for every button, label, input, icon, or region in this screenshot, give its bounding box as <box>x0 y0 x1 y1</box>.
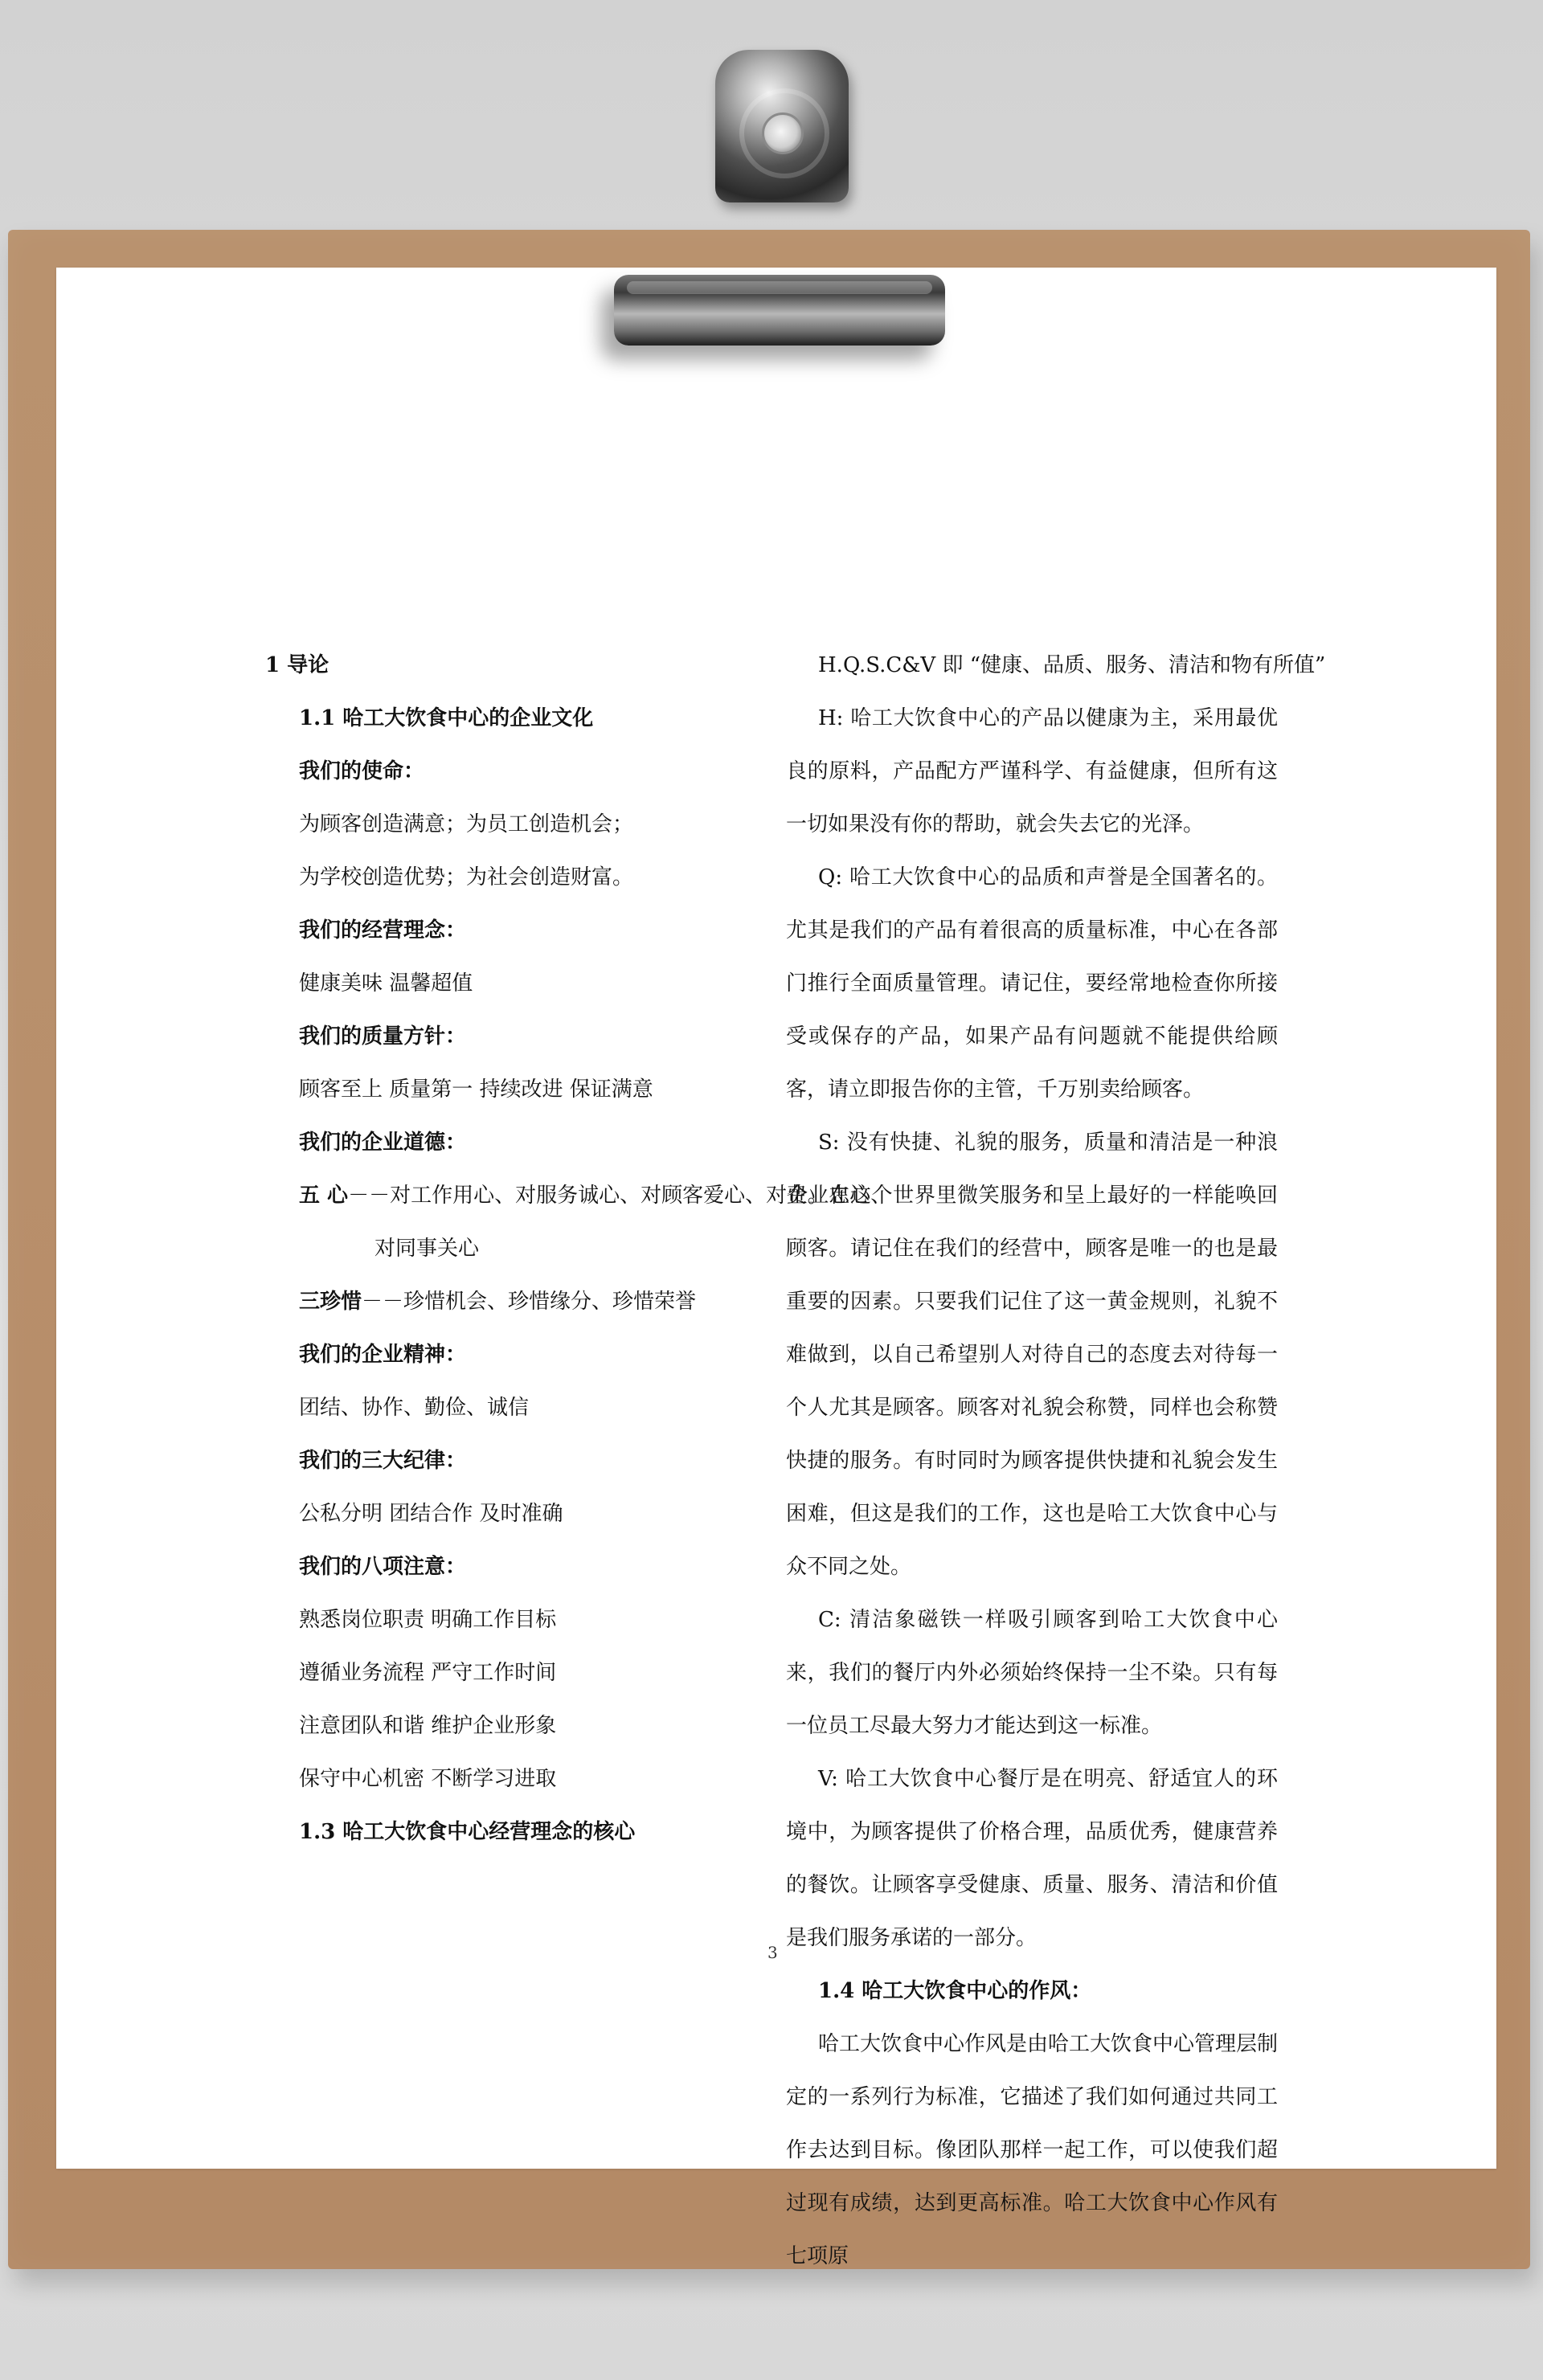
section-title: 1 导论 <box>265 653 329 677</box>
mission-heading: 我们的使命： <box>299 759 425 783</box>
quality-heading: 我们的质量方针： <box>299 1024 467 1049</box>
right-column <box>786 639 1326 2283</box>
ethics-heading: 我们的企业道德： <box>299 1131 467 1155</box>
three-cherish-line <box>265 1275 763 1328</box>
h-paragraph: H: 哈工大饮食中心的产品以健康为主，采用最优良的原料，产品配方严谨科学、有益健康，但所有这一切如果没有你的帮助，就会失去它的光泽。 <box>786 706 1278 836</box>
notice-line-1: 熟悉岗位职责 明确工作目标 <box>299 1608 557 1632</box>
five-heart-line <box>265 1169 892 1222</box>
clip-hole <box>762 112 804 154</box>
left-column <box>265 639 892 1859</box>
clip-sheen <box>627 281 932 294</box>
v-paragraph: V: 哈工大饮食中心餐厅是在明亮、舒适宜人的环境中，为顾客提供了价格合理，品质优秀，健康营养的餐饮。让顾客享受健康、质量、服务、清洁和价值是我们服务承诺的一部分。 <box>786 1767 1278 1950</box>
spirit-heading: 我们的企业精神： <box>299 1343 467 1367</box>
philosophy-heading: 我们的经营理念： <box>299 918 467 943</box>
s-paragraph: S: 没有快捷、礼貌的服务，质量和清洁是一种浪费。在这个世界里微笑服务和呈上最好的一样能唤回顾客。请记住在我们的经营中，顾客是唯一的也是最重要的因素。只要我们记住了这一黄金规则，礼貌不难做到，以自己希望别人对待自己的态度去对待每一个人尤其是顾客。顾客对礼貌会称赞，同样也会称赞快捷的服务。有时同时为顾客提供快捷和礼貌会发生困难，但这是我们的工作，这也是哈工大饮食中心与众不同之处。 <box>786 1131 1278 1579</box>
five-heart-label: 五 心 <box>299 1184 349 1208</box>
discipline-text: 公私分明 团结合作 及时准确 <box>299 1502 563 1526</box>
subsection-1-1: 1.1 哈工大饮食中心的企业文化 <box>299 706 594 730</box>
subsection-1-4: 1.4 哈工大饮食中心的作风： <box>818 1979 1092 2003</box>
notices-heading: 我们的八项注意： <box>299 1555 467 1579</box>
c-paragraph: C: 清洁象磁铁一样吸引顾客到哈工大饮食中心来，我们的餐厅内外必须始终保持一尘不染。只有每一位员工尽最大努力才能达到这一标准。 <box>786 1608 1278 1738</box>
three-cherish-text: －－珍惜机会、珍惜缘分、珍惜荣誉 <box>362 1290 697 1314</box>
style-paragraph: 哈工大饮食中心作风是由哈工大饮食中心管理层制定的一系列行为标准，它描述了我们如何通过共同工作去达到目标。像团队那样一起工作，可以使我们超过现有成绩，达到更高标准。哈工大饮食中心作风有七项原 <box>786 2032 1279 2268</box>
three-cherish-label: 三珍惜 <box>299 1290 362 1314</box>
five-heart-text: －－对工作用心、对服务诚心、对顾客爱心、对企业忠心、 <box>348 1184 892 1208</box>
mission-line-2: 为学校创造优势；为社会创造财富。 <box>299 865 634 889</box>
notice-line-4: 保守中心机密 不断学习进取 <box>299 1767 557 1791</box>
notice-line-3: 注意团队和谐 维护企业形象 <box>299 1714 557 1738</box>
subsection-1-3: 1.3 哈工大饮食中心经营理念的核心 <box>299 1820 636 1844</box>
notice-line-2: 遵循业务流程 严守工作时间 <box>299 1661 557 1685</box>
quality-text: 顾客至上 质量第一 持续改进 保证满意 <box>299 1078 653 1102</box>
philosophy-text: 健康美味 温馨超值 <box>299 971 473 996</box>
binder-clip-top <box>715 50 849 202</box>
five-heart-cont: 对同事关心 <box>374 1237 480 1261</box>
binder-clip-base <box>614 275 945 346</box>
discipline-heading: 我们的三大纪律： <box>299 1449 467 1473</box>
spirit-text: 团结、协作、勤俭、诚信 <box>299 1396 530 1420</box>
hqscv-intro: H.Q.S.C&V 即 “健康、品质、服务、清洁和物有所值” <box>818 653 1326 677</box>
page-number: 3 <box>767 1943 778 1962</box>
q-paragraph: Q: 哈工大饮食中心的品质和声誉是全国著名的。尤其是我们的产品有着很高的质量标准，中心在各部门推行全面质量管理。请记住，要经常地检查你所接受或保存的产品，如果产品有问题就不能提供给顾客，请立即报告你的主管，千万别卖给顾客。 <box>786 865 1278 1102</box>
mission-line-1: 为顾客创造满意；为员工创造机会； <box>299 812 634 836</box>
